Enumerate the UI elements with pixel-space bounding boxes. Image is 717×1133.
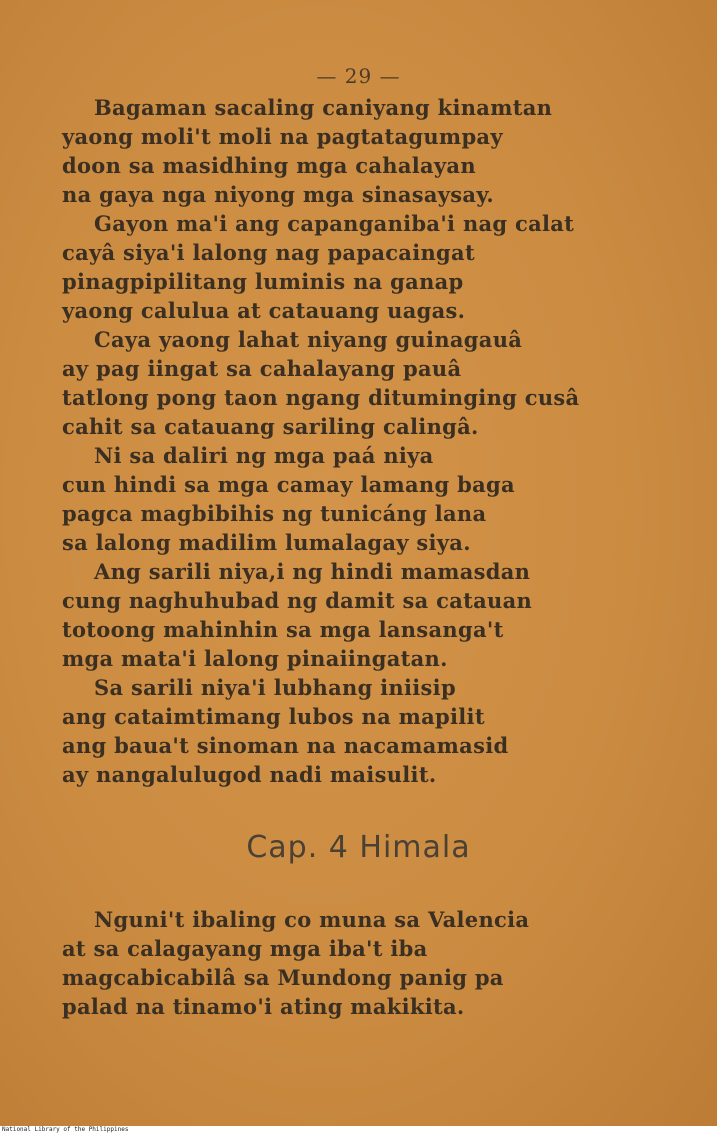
poem-line: totoong mahinhin sa mga lansanga't: [62, 617, 504, 642]
poem-section-2: [62, 905, 702, 1021]
poem-line: ay nangalulugod nadi maisulit.: [62, 762, 437, 787]
poem-line: Nguni't ibaling co muna sa Valencia: [94, 907, 530, 932]
poem-line: Bagaman sacaling caniyang kinamtan: [94, 95, 553, 120]
poem-line: ay pag iingat sa cahalayang pauâ: [62, 356, 462, 381]
poem-line: na gaya nga niyong mga sinasaysay.: [62, 182, 495, 207]
poem-line: palad na tinamo'i ating makikita.: [62, 994, 465, 1019]
poem-line: ang baua't sinoman na nacamamasid: [62, 733, 509, 758]
poem-line: yaong calulua at catauang uagas.: [62, 298, 466, 323]
poem-line: cung naghuhubad ng damit sa catauan: [62, 588, 533, 613]
poem-line: cahit sa catauang sariling calingâ.: [62, 414, 479, 439]
poem-line: doon sa masidhing mga cahalayan: [62, 153, 476, 178]
poem-line: pinagpipilitang luminis na ganap: [62, 269, 464, 294]
page-number: — 29 —: [316, 64, 401, 88]
poem-line: ang cataimtimang lubos na mapilit: [62, 704, 485, 729]
poem-line: Caya yaong lahat niyang guinagauâ: [94, 327, 523, 352]
poem-line: at sa calagayang mga iba't iba: [62, 936, 428, 961]
poem-section-1: [62, 93, 702, 789]
poem-line: mga mata'i lalong pinaiingatan.: [62, 646, 448, 671]
chapter-heading: Cap. 4 Himala: [246, 830, 471, 865]
poem-line: magcabicabilâ sa Mundong panig pa: [62, 965, 504, 990]
poem-line: Ang sarili niya,i ng hindi mamasdan: [94, 559, 531, 584]
poem-line: cun hindi sa mga camay lamang baga: [62, 472, 515, 497]
poem-line: sa lalong madilim lumalagay siya.: [62, 530, 471, 555]
poem-line: cayâ siya'i lalong nag papacaingat: [62, 240, 475, 265]
poem-line: yaong moli't moli na pagtatagumpay: [62, 124, 503, 149]
poem-line: Ni sa daliri ng mga paá niya: [94, 443, 434, 468]
poem-line: pagca magbibihis ng tunicáng lana: [62, 501, 487, 526]
poem-line: Gayon ma'i ang capanganiba'i nag calat: [94, 211, 575, 236]
poem-line: tatlong pong taon ngang dituminging cusâ: [62, 385, 580, 410]
poem-line: Sa sarili niya'i lubhang iniisip: [94, 675, 456, 700]
footer-credit: National Library of the Philippines: [0, 1126, 717, 1133]
